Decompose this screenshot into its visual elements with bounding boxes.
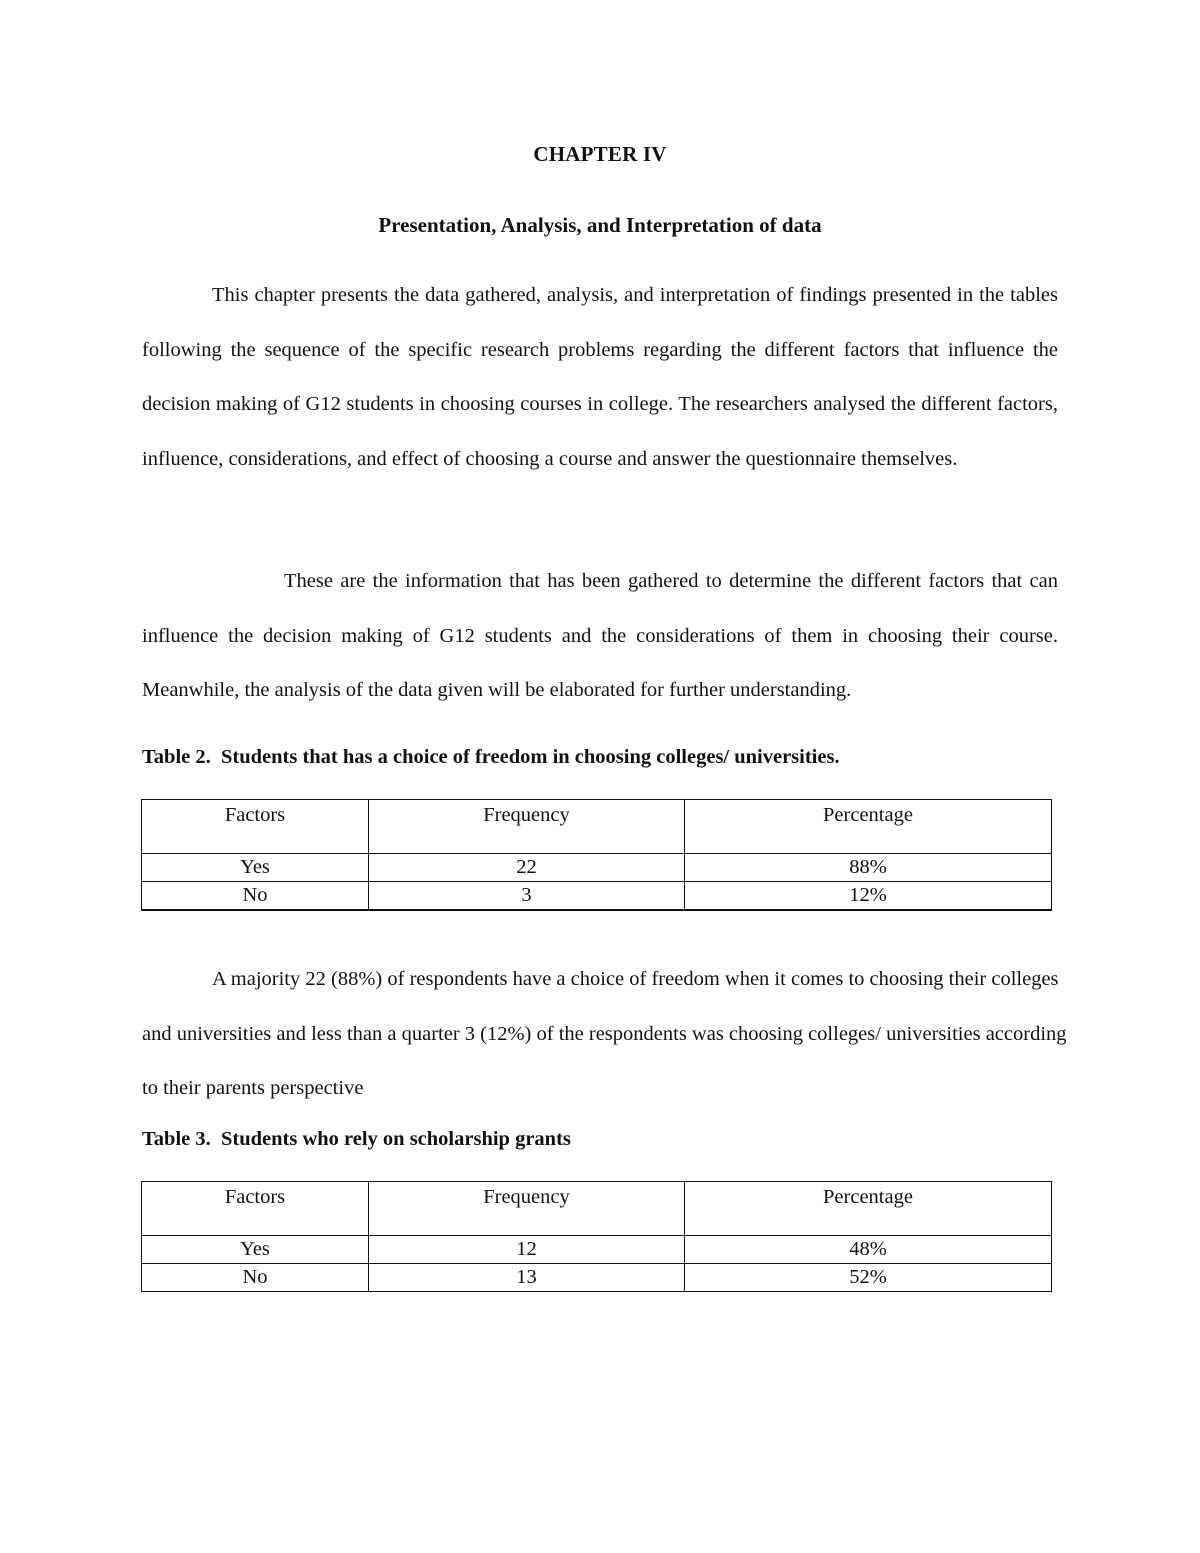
table2-cell-frequency: 3 bbox=[369, 882, 685, 911]
table3 bbox=[141, 1181, 1052, 1292]
table2-cell-frequency: 22 bbox=[369, 854, 685, 882]
gathered-paragraph: These are the information that has been gathered to determine the different factors that can influence the decision making of G12 students and the considerations of them in choosing their course. Meanwhile, the analysis of the data given will be elaborated for further understanding. bbox=[142, 570, 1058, 701]
table-row bbox=[142, 882, 1052, 911]
table3-cell-factor: No bbox=[142, 1264, 369, 1292]
table3-cell-percentage: 48% bbox=[685, 1236, 1052, 1264]
table3-header-row bbox=[142, 1182, 1052, 1236]
table2-cell-percentage: 12% bbox=[685, 882, 1052, 911]
table2-header-frequency: Frequency bbox=[369, 800, 685, 854]
table3-cell-frequency: 12 bbox=[369, 1236, 685, 1264]
table3-cell-factor: Yes bbox=[142, 1236, 369, 1264]
intro-paragraph: This chapter presents the data gathered, analysis, and interpretation of findings presented in the tables following the sequence of the specific research problems regarding the different factors that influence the decision making of G12 students in choosing courses in college. The researchers analysed the different factors, influence, considerations, and effect of choosing a course and answer the questionnaire themselves. bbox=[142, 284, 1058, 470]
table3-cell-percentage: 52% bbox=[685, 1264, 1052, 1292]
table2-cell-factor: No bbox=[142, 882, 369, 911]
table2 bbox=[141, 799, 1052, 911]
table2-header-factors: Factors bbox=[142, 800, 369, 854]
table3-cell-frequency: 13 bbox=[369, 1264, 685, 1292]
table2-cell-factor: Yes bbox=[142, 854, 369, 882]
table3-header-factors: Factors bbox=[142, 1182, 369, 1236]
table3-caption: Table 3. Students who rely on scholarship grants bbox=[142, 1128, 571, 1150]
section-heading: Presentation, Analysis, and Interpretation of data bbox=[378, 213, 822, 237]
table3-header-percentage: Percentage bbox=[685, 1182, 1052, 1236]
table-row bbox=[142, 1264, 1052, 1292]
table3-header-frequency: Frequency bbox=[369, 1182, 685, 1236]
table2-cell-percentage: 88% bbox=[685, 854, 1052, 882]
table-row bbox=[142, 854, 1052, 882]
table2-header-row bbox=[142, 800, 1052, 854]
table-row bbox=[142, 1236, 1052, 1264]
chapter-heading: CHAPTER IV bbox=[533, 142, 667, 166]
table2-analysis-paragraph: A majority 22 (88%) of respondents have a choice of freedom when it comes to choosing their colleges and universities and less than a quarter 3 (12%) of the respondents was choosing colleges/ universities according to their parents perspective bbox=[142, 968, 1067, 1099]
table2-header-percentage: Percentage bbox=[685, 800, 1052, 854]
table2-caption: Table 2. Students that has a choice of freedom in choosing colleges/ universities. bbox=[142, 746, 840, 768]
